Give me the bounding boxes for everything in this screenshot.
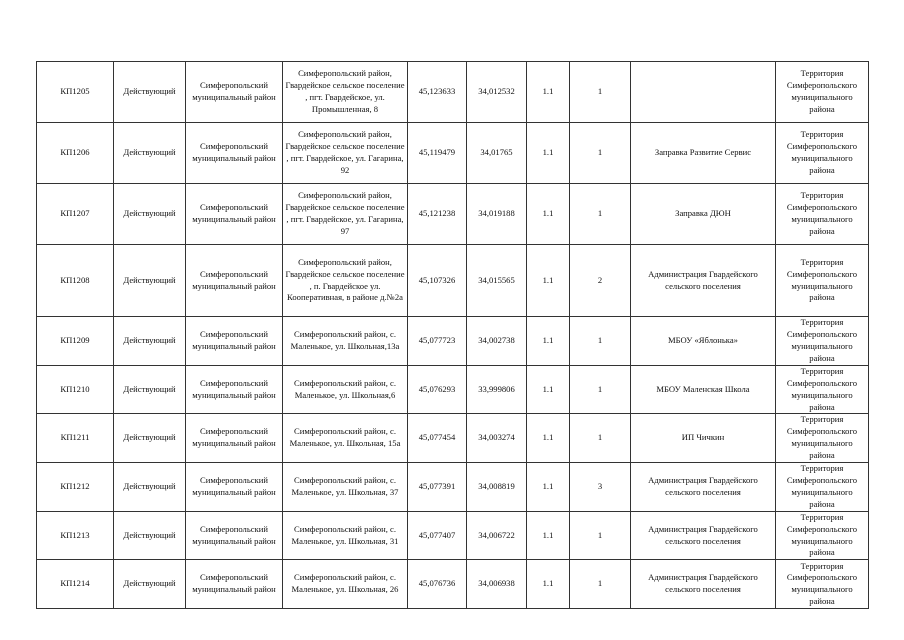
volume-cell: 1.1 [527,414,570,462]
longitude-cell: 34,008819 [467,462,527,511]
longitude-cell: 33,999806 [467,366,527,414]
address-cell: Симферопольский район, с. Маленькое, ул. Школьная, 31 [283,511,408,559]
volume-cell: 1.1 [527,366,570,414]
container-count-cell: 2 [570,245,631,317]
status-cell: Действующий [114,560,186,609]
longitude-cell: 34,006722 [467,511,527,559]
longitude-cell: 34,01765 [467,123,527,184]
site-id-cell: КП1205 [37,62,114,123]
owner-cell [631,62,776,123]
latitude-cell: 45,076736 [408,560,467,609]
volume-cell: 1.1 [527,462,570,511]
owner-cell: Заправка ДЮН [631,184,776,245]
table-row [37,62,869,123]
territory-cell: Территория Симферопольского муниципального района [776,414,869,462]
longitude-cell: 34,003274 [467,414,527,462]
owner-cell: ИП Чичкин [631,414,776,462]
address-cell: Симферопольский район, Гвардейское сельское поселение , пгт. Гвардейское, ул. Промышленная, 8 [283,62,408,123]
table-row [37,184,869,245]
container-count-cell: 1 [570,62,631,123]
municipality-cell: Симферопольский муниципальный район [186,462,283,511]
container-count-cell: 1 [570,511,631,559]
site-id-cell: КП1209 [37,317,114,366]
container-count-cell: 1 [570,414,631,462]
volume-cell: 1.1 [527,245,570,317]
table-row [37,414,869,462]
volume-cell: 1.1 [527,511,570,559]
table-body [37,62,869,609]
territory-cell: Территория Симферопольского муниципального района [776,123,869,184]
longitude-cell: 34,002738 [467,317,527,366]
municipality-cell: Симферопольский муниципальный район [186,123,283,184]
municipality-cell: Симферопольский муниципальный район [186,511,283,559]
municipality-cell: Симферопольский муниципальный район [186,366,283,414]
site-id-cell: КП1213 [37,511,114,559]
table-row [37,317,869,366]
site-id-cell: КП1211 [37,414,114,462]
table-row [37,123,869,184]
site-id-cell: КП1210 [37,366,114,414]
container-count-cell: 1 [570,560,631,609]
address-cell: Симферопольский район, с. Маленькое, ул. Школьная,13а [283,317,408,366]
table-row [37,462,869,511]
latitude-cell: 45,077723 [408,317,467,366]
status-cell: Действующий [114,184,186,245]
container-count-cell: 3 [570,462,631,511]
municipality-cell: Симферопольский муниципальный район [186,62,283,123]
address-cell: Симферопольский район, с. Маленькое, ул. Школьная, 15а [283,414,408,462]
address-cell: Симферопольский район, с. Маленькое, ул. Школьная, 37 [283,462,408,511]
latitude-cell: 45,077454 [408,414,467,462]
territory-cell: Территория Симферопольского муниципального района [776,62,869,123]
owner-cell: Администрация Гвардейского сельского поселения [631,511,776,559]
status-cell: Действующий [114,62,186,123]
status-cell: Действующий [114,462,186,511]
owner-cell: Администрация Гвардейского сельского поселения [631,560,776,609]
territory-cell: Территория Симферопольского муниципального района [776,184,869,245]
territory-cell: Территория Симферопольского муниципального района [776,366,869,414]
longitude-cell: 34,015565 [467,245,527,317]
latitude-cell: 45,077407 [408,511,467,559]
volume-cell: 1.1 [527,62,570,123]
owner-cell: МБОУ «Яблонька» [631,317,776,366]
status-cell: Действующий [114,123,186,184]
site-id-cell: КП1212 [37,462,114,511]
territory-cell: Территория Симферопольского муниципального района [776,560,869,609]
container-count-cell: 1 [570,184,631,245]
latitude-cell: 45,107326 [408,245,467,317]
volume-cell: 1.1 [527,317,570,366]
owner-cell: Администрация Гвардейского сельского поселения [631,245,776,317]
territory-cell: Территория Симферопольского муниципального района [776,245,869,317]
municipality-cell: Симферопольский муниципальный район [186,317,283,366]
container-count-cell: 1 [570,317,631,366]
site-id-cell: КП1207 [37,184,114,245]
address-cell: Симферопольский район, с. Маленькое, ул. Школьная,6 [283,366,408,414]
longitude-cell: 34,006938 [467,560,527,609]
latitude-cell: 45,121238 [408,184,467,245]
address-cell: Симферопольский район, с. Маленькое, ул. Школьная, 26 [283,560,408,609]
longitude-cell: 34,019188 [467,184,527,245]
status-cell: Действующий [114,245,186,317]
site-id-cell: КП1206 [37,123,114,184]
site-id-cell: КП1208 [37,245,114,317]
latitude-cell: 45,076293 [408,366,467,414]
table-row [37,511,869,559]
volume-cell: 1.1 [527,560,570,609]
territory-cell: Территория Симферопольского муниципального района [776,317,869,366]
container-sites-table [36,61,869,609]
container-count-cell: 1 [570,366,631,414]
longitude-cell: 34,012532 [467,62,527,123]
volume-cell: 1.1 [527,123,570,184]
address-cell: Симферопольский район, Гвардейское сельское поселение , пгт. Гвардейское, ул. Гагарина, 97 [283,184,408,245]
latitude-cell: 45,123633 [408,62,467,123]
municipality-cell: Симферопольский муниципальный район [186,414,283,462]
table-row [37,245,869,317]
territory-cell: Территория Симферопольского муниципального района [776,462,869,511]
table-row [37,560,869,609]
address-cell: Симферопольский район, Гвардейское сельское поселение , пгт. Гвардейское, ул. Гагарина, 92 [283,123,408,184]
territory-cell: Территория Симферопольского муниципального района [776,511,869,559]
container-count-cell: 1 [570,123,631,184]
latitude-cell: 45,119479 [408,123,467,184]
address-cell: Симферопольский район, Гвардейское сельское поселение , п. Гвардейское ул. Кооперативная, в районе д.№2а [283,245,408,317]
status-cell: Действующий [114,366,186,414]
status-cell: Действующий [114,511,186,559]
owner-cell: Администрация Гвардейского сельского поселения [631,462,776,511]
latitude-cell: 45,077391 [408,462,467,511]
municipality-cell: Симферопольский муниципальный район [186,184,283,245]
status-cell: Действующий [114,317,186,366]
owner-cell: МБОУ Маленская Школа [631,366,776,414]
table-row [37,366,869,414]
owner-cell: Заправка Развитие Сервис [631,123,776,184]
municipality-cell: Симферопольский муниципальный район [186,245,283,317]
municipality-cell: Симферопольский муниципальный район [186,560,283,609]
site-id-cell: КП1214 [37,560,114,609]
volume-cell: 1.1 [527,184,570,245]
status-cell: Действующий [114,414,186,462]
